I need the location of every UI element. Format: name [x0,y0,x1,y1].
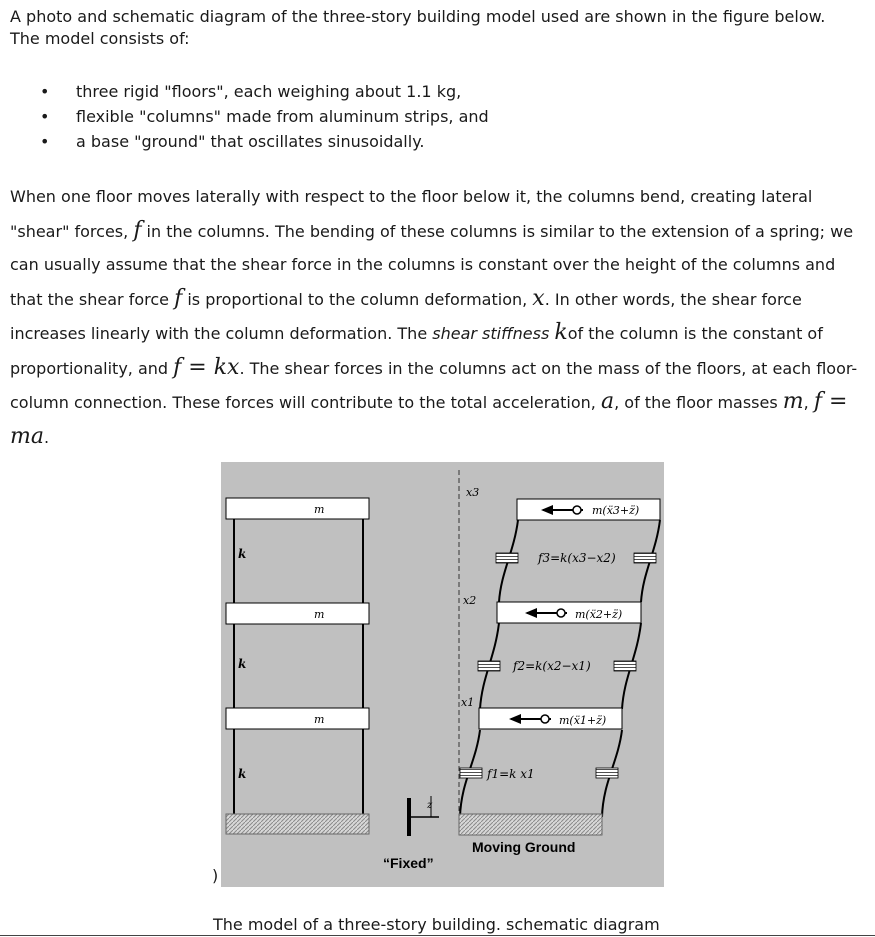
shear-symbol-icon [614,661,636,671]
shear-symbol-icon [496,553,518,563]
stiffness-label: k [238,547,247,561]
math-m: m [782,389,804,414]
figure-caption: The model of a three-story building. schematic diagram [213,915,660,934]
math-f: f [174,285,183,311]
intro-line-1: A photo and schematic diagram of the three-story building model used are shown in the figure below. [10,7,826,26]
building-model-figure [221,462,664,887]
shear-symbol-icon [596,768,618,778]
stiffness-label: k [238,767,247,781]
shear-symbol-icon [478,661,500,671]
fixed-label: “Fixed” [383,855,434,871]
fixed-frame [226,498,369,834]
shear-symbol-icon [460,768,482,778]
shear-label: f1=k x1 [487,767,535,781]
stiffness-label: k [238,657,247,671]
stray-paren: ) [212,866,219,885]
pivot-icon [557,609,565,617]
bottom-rule [0,935,875,936]
math-k: k [554,320,568,345]
pivot-icon [573,506,581,514]
floor-mass-label: m [314,503,325,516]
moving-ground-label: Moving Ground [472,839,576,855]
inertia-label: m(ẍ2+z̈) [575,608,623,621]
math-x: x [532,285,545,311]
list-item: • three rigid "floors", each weighing about 1.1 kg, [0,79,489,104]
math-a: a [600,389,615,414]
support-post [407,798,411,836]
fixed-support [383,796,439,871]
math-f: f [133,217,142,243]
body-paragraph: When one floor moves laterally with respect to the floor below it, the columns bend, creating lateral "shear" forces, f in the columns. The bending of these columns is similar to the extension of a spring; we can usually assume that the shear force in the columns is constant over the height of the columns and that the shear force f is proportional to the column deformation, x. In other words, the shear force increases linearly with the column deformation. The shear stiffness kof the column is the constant of proportionality, and f = kx. The shear forces in the columns act on the mass of the floors, at each floor-column connection. These forces will contribute to the total acceleration, a, of the floor masses m, f = ma. [10,187,858,449]
floor-mass-label: m [314,608,325,621]
x3-label: x3 [466,486,480,499]
floor-slab-2 [226,603,369,624]
list-item: • flexible "columns" made from aluminum strips, and [0,104,489,129]
fixed-base [226,814,369,834]
equation-f-kx: f = kx [173,354,240,380]
shear-label: f3=k(x3−x2) [538,551,616,565]
component-list [0,79,489,154]
x1-label: x1 [461,696,475,709]
intro-line-2: The model consists of: [10,29,190,48]
pivot-icon [541,715,549,723]
figure-svg [221,462,664,887]
floor-mass-label: m [314,713,325,726]
inertia-label: m(ẍ3+z̈) [592,504,640,517]
shear-label: f2=k(x2−x1) [513,659,591,673]
floor-slab-1 [226,708,369,729]
shear-symbol-icon [634,553,656,563]
equation-f-ma: f = ma [10,389,848,449]
inertia-label: m(ẍ1+z̈) [559,714,607,727]
intro-paragraph [10,6,870,50]
shear-forces [460,551,656,781]
moving-ground [459,814,602,835]
z-label: z [427,800,433,811]
list-item: • a base "ground" that oscillates sinusoidally. [0,129,489,154]
x2-label: x2 [463,594,477,607]
floor-slab-3 [226,498,369,519]
term-shear-stiffness: shear stiffness [432,324,550,343]
